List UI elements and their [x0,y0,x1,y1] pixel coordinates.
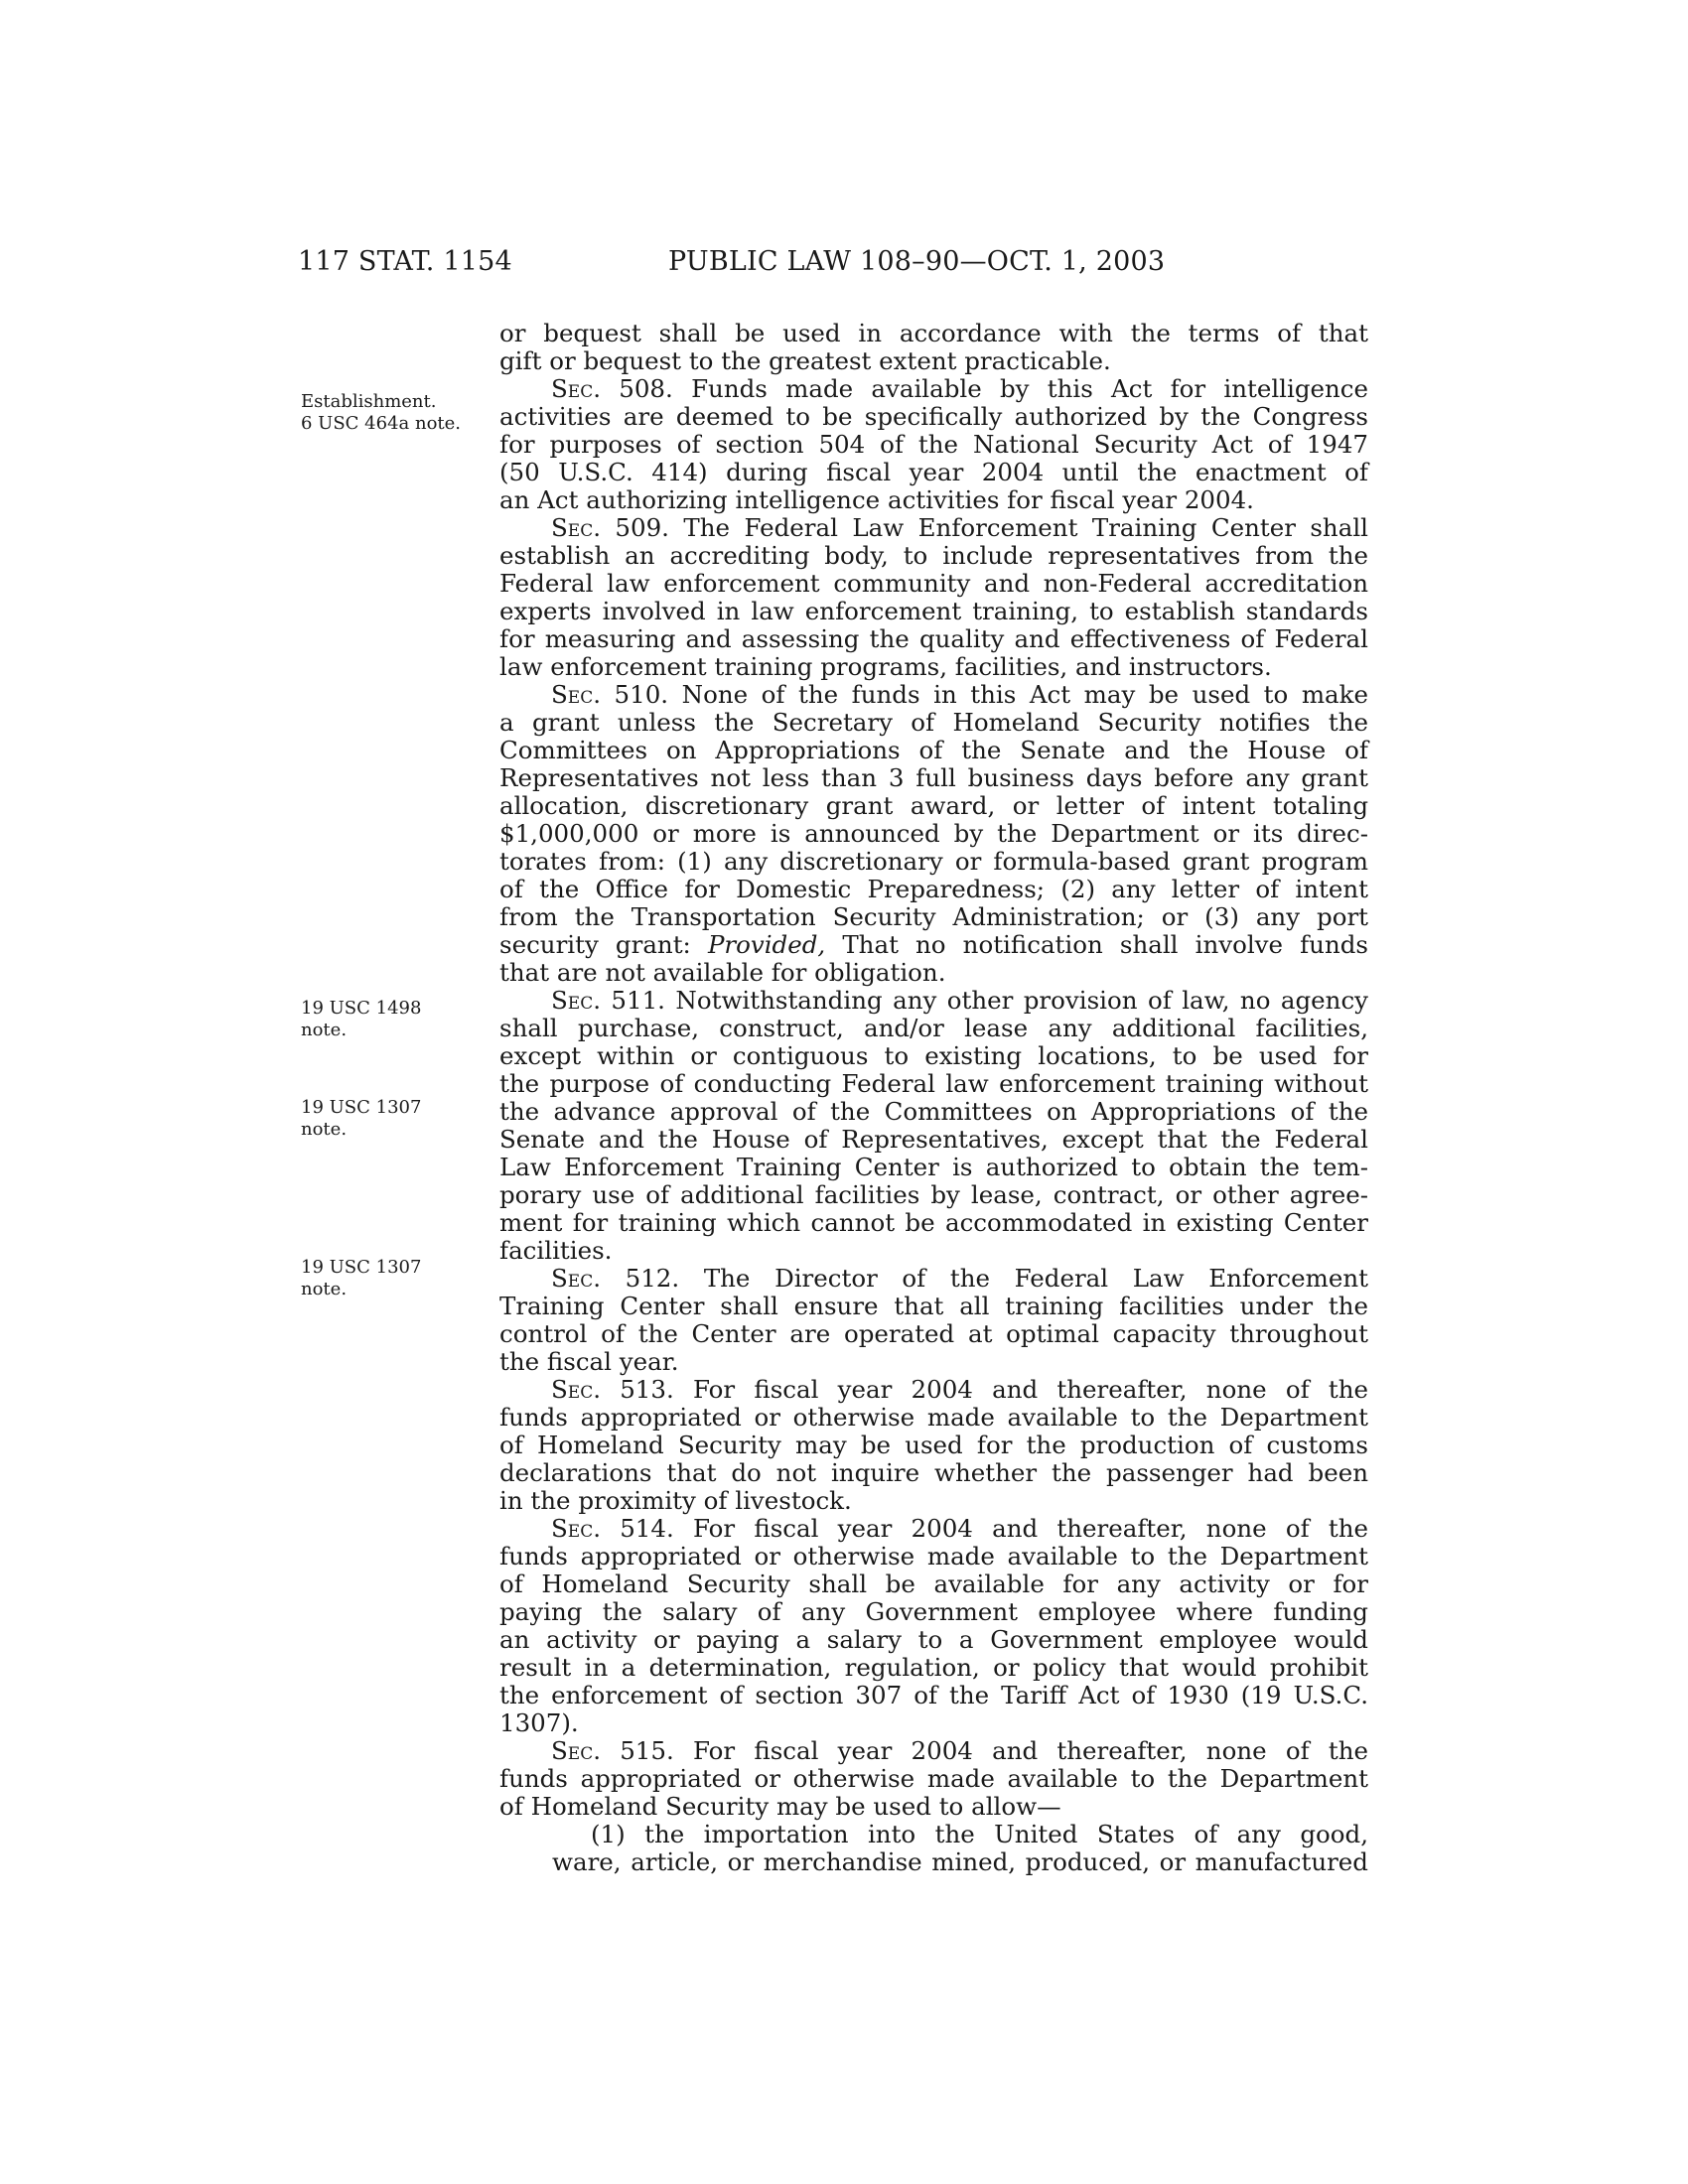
section-511-first-line [499,987,1368,1015]
margin-note-line: note. [301,1279,348,1299]
text-line: except within or contiguous to existing locations, to be used for [499,1041,1368,1070]
section-508-first-line [499,375,1368,403]
text-line: result in a determination, regulation, or policy that would prohibit [499,1653,1368,1682]
text-line: declarations that do not inquire whether the passenger had been [499,1458,1368,1487]
text-line: ment for training which cannot be accommodated in existing Center [499,1208,1368,1237]
text-line: allocation, discretionary grant award, or letter of intent totaling [499,791,1368,820]
stat-citation: 117 STAT. 1154 [298,246,512,277]
margin-note-line: Establishment. [301,391,437,412]
text-line: Committees on Appropriations of the Senate and the House of [499,736,1368,764]
text-line: for measuring and assessing the quality and effectiveness of Federal [499,624,1368,653]
margin-note-line: 19 USC 1307 [301,1257,422,1278]
text-fragment: For fiscal year 2004 and thereafter, none of the [693,1736,1368,1765]
section-label: Sec. 514. [551,1514,674,1543]
section-label: Sec. 508. [551,374,673,403]
text-line: an Act authorizing intelligence activities for fiscal year 2004. [499,485,1254,514]
text-line: of the Office for Domestic Preparedness; (2) any letter of intent [499,875,1368,903]
text-line: funds appropriated or otherwise made available to the Department [499,1542,1368,1570]
section-label: Sec. 510. [551,680,669,709]
text-line: from the Transportation Security Administration; or (3) any port [499,902,1368,931]
text-fragment: The Director of the Federal Law Enforcement [703,1264,1368,1293]
text-line: Senate and the House of Representatives, except that the Federal [499,1125,1368,1154]
text-line: (50 U.S.C. 414) during fiscal year 2004 until the enactment of [499,458,1368,486]
section-label: Sec. 511. [551,986,665,1015]
text-line: of Homeland Security may be used to allow— [499,1792,1061,1821]
proviso-italic: Provided, [707,930,826,959]
text-line: of Homeland Security may be used for the production of customs [499,1431,1368,1459]
text-line: the purpose of conducting Federal law enforcement training without [499,1069,1368,1098]
margin-note-line: 6 USC 464a note. [301,413,462,434]
text-line: the fiscal year. [499,1347,679,1376]
section-515-first-line [499,1737,1368,1765]
text-fragment: security grant: [499,930,691,959]
text-line: experts involved in law enforcement training, to establish standards [499,597,1368,625]
text-line: Representatives not less than 3 full business days before any grant [499,763,1368,792]
margin-note-sec515 [301,1257,490,1300]
text-line: or bequest shall be used in accordance with the terms of that [499,319,1368,347]
text-line: in the proximity of livestock. [499,1486,852,1515]
margin-note-line: 19 USC 1307 [301,1097,422,1118]
text-line: $1,000,000 or more is announced by the Department or its direc- [499,819,1368,848]
section-label: Sec. 512. [551,1264,680,1293]
text-fragment: Notwithstanding any other provision of law, no agency [675,986,1368,1015]
text-line: for purposes of section 504 of the National Security Act of 1947 [499,430,1368,459]
text-line: a grant unless the Secretary of Homeland Security notifies the [499,708,1368,737]
text-line: funds appropriated or otherwise made available to the Department [499,1764,1368,1793]
page-header [298,246,1368,286]
text-line: law enforcement training programs, facilities, and instructors. [499,652,1272,681]
text-line: Federal law enforcement community and non-Federal accreditation [499,569,1368,598]
margin-note-sec513 [301,998,490,1041]
text-line-proviso [499,931,1368,959]
text-line: porary use of additional facilities by lease, contract, or other agree- [499,1180,1368,1209]
margin-note-line: 19 USC 1498 [301,998,422,1019]
text-line: facilities. [499,1236,613,1265]
section-512-first-line [499,1265,1368,1293]
margin-note-sec509 [301,391,490,435]
public-law-title: PUBLIC LAW 108–90—OCT. 1, 2003 [668,246,1166,277]
section-label: Sec. 515. [551,1736,674,1765]
text-line: the enforcement of section 307 of the Tariff Act of 1930 (19 U.S.C. [499,1681,1368,1709]
text-line: activities are deemed to be specifically authorized by the Congress [499,402,1368,431]
paragraph-1-line: ware, article, or merchandise mined, produced, or manufactured [552,1847,1368,1876]
text-line: control of the Center are operated at optimal capacity throughout [499,1319,1368,1348]
text-line: that are not available for obligation. [499,958,946,987]
section-label: Sec. 509. [551,513,669,542]
text-line: the advance approval of the Committees on Appropriations of the [499,1097,1368,1126]
text-line: Law Enforcement Training Center is authorized to obtain the tem- [499,1153,1368,1181]
paragraph-1-first-line: (1) the importation into the United States of any good, [591,1820,1368,1848]
statute-text [499,320,1368,1876]
text-line: shall purchase, construct, and/or lease any additional facilities, [499,1014,1368,1042]
section-513-first-line [499,1376,1368,1404]
margin-note-line: note. [301,1119,348,1140]
text-fragment: Funds made available by this Act for intelligence [691,374,1369,403]
text-line: torates from: (1) any discretionary or formula-based grant program [499,847,1368,876]
text-fragment: For fiscal year 2004 and thereafter, none of the [693,1514,1368,1543]
text-line: an activity or paying a salary to a Government employee would [499,1625,1368,1654]
margin-note-sec514 [301,1097,490,1141]
section-509-first-line [499,514,1368,542]
text-fragment: For fiscal year 2004 and thereafter, none of the [693,1375,1368,1404]
text-line: funds appropriated or otherwise made available to the Department [499,1403,1368,1432]
text-line: establish an accrediting body, to include representatives from the [499,541,1368,570]
text-line: of Homeland Security shall be available for any activity or for [499,1570,1368,1598]
text-line: Training Center shall ensure that all training facilities under the [499,1292,1368,1320]
text-fragment: The Federal Law Enforcement Training Center shall [683,513,1368,542]
section-label: Sec. 513. [551,1375,674,1404]
text-line: gift or bequest to the greatest extent practicable. [499,346,1111,375]
text-line: paying the salary of any Government employee where funding [499,1597,1368,1626]
text-line: 1307). [499,1708,579,1737]
section-514-first-line [499,1515,1368,1543]
text-fragment: That no notification shall involve funds [842,930,1369,959]
section-510-first-line [499,681,1368,709]
text-fragment: None of the funds in this Act may be used to make [681,680,1368,709]
margin-note-line: note. [301,1020,348,1040]
